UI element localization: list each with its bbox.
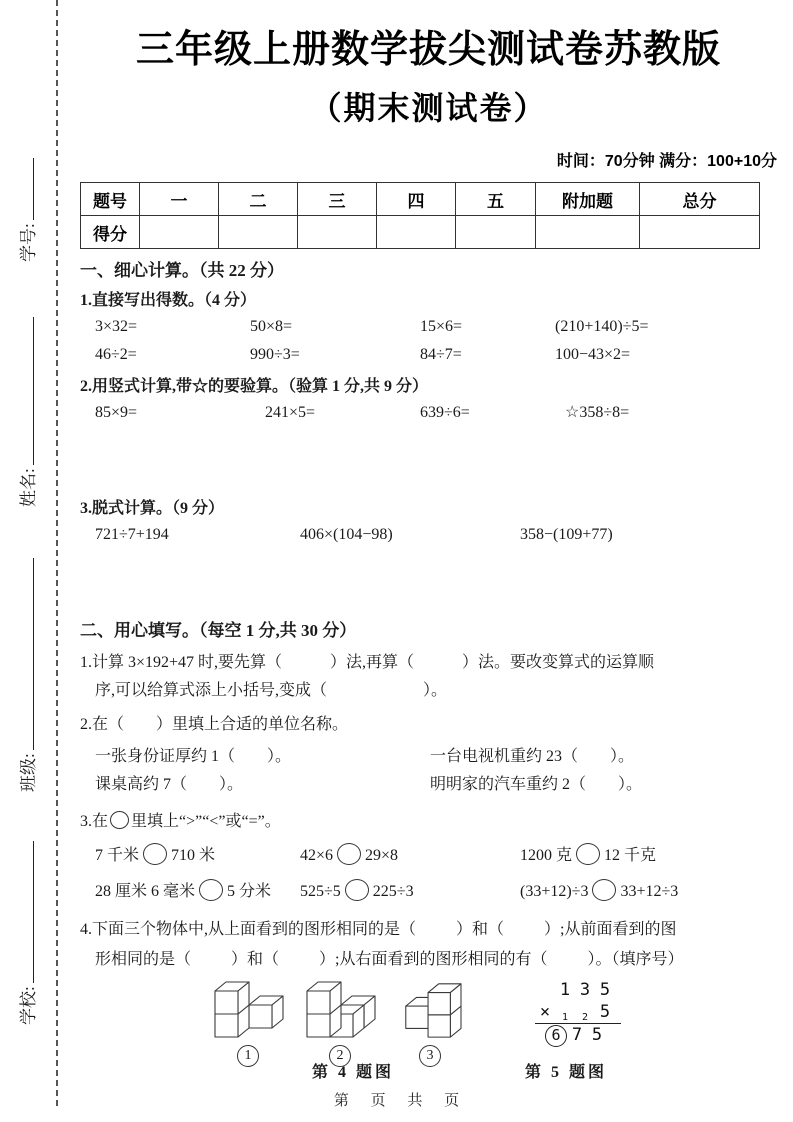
compare-right: 5 分米 xyxy=(227,883,272,900)
class-write-line xyxy=(16,558,34,750)
compare-circle-icon xyxy=(337,843,361,865)
cube-figure-2 xyxy=(300,979,380,1067)
s2-q2-label: 2.在（ ）里填上合适的单位名称。 xyxy=(80,716,349,733)
score-cell-empty xyxy=(456,216,536,249)
s1-q2-row xyxy=(80,399,777,427)
score-header-cell: 题号 xyxy=(81,183,140,216)
score-row-label: 得分 xyxy=(81,216,140,249)
cube-figure-3-drawing xyxy=(394,979,466,1041)
compare-left: 42×6 xyxy=(300,847,334,864)
margin-label-student-id xyxy=(16,158,40,262)
compare-right: 225÷3 xyxy=(372,883,414,900)
cube-figure-1-drawing xyxy=(209,979,287,1041)
compare-circle-icon xyxy=(199,879,223,901)
school-write-line xyxy=(16,841,34,983)
figure-caption-q4: 第 4 题图 xyxy=(311,1064,394,1081)
fill-item: 一张身份证厚约 1（ ）。 xyxy=(95,748,292,765)
carry-digit: 2 xyxy=(581,1012,589,1023)
compare-right: 12 千克 xyxy=(604,847,657,864)
working-space xyxy=(80,427,777,491)
compare-left: 7 千米 xyxy=(95,847,140,864)
s1-q3-row xyxy=(80,521,777,549)
expression: 50×8= xyxy=(250,318,293,335)
expression: 358−(109+77) xyxy=(520,526,613,543)
footer-page-label: 第 页 共 页 xyxy=(333,1093,460,1109)
score-header-cell: 三 xyxy=(298,183,377,216)
digit: 1 xyxy=(559,980,571,1000)
score-table-header-row xyxy=(81,183,760,216)
cube-figure-1 xyxy=(208,979,288,1067)
score-header-cell: 五 xyxy=(456,183,536,216)
expression: 84÷7= xyxy=(420,346,462,363)
score-cell-empty xyxy=(219,216,298,249)
multiply-sign: × xyxy=(539,1002,551,1022)
compare-item xyxy=(95,839,300,873)
student-id-write-line xyxy=(16,158,34,220)
circled-result-digit: 6 xyxy=(545,1025,567,1047)
mult-row-multiplier xyxy=(535,1001,621,1024)
cube-figure-2-drawing xyxy=(301,979,379,1041)
score-header-cell: 总分 xyxy=(640,183,760,216)
compare-circle-icon xyxy=(110,811,129,829)
compare-item xyxy=(520,839,656,873)
s2-q2-row1 xyxy=(80,743,777,771)
score-table xyxy=(80,182,760,249)
expression: 639÷6= xyxy=(420,404,470,421)
student-id-label: 学号: xyxy=(19,223,38,262)
cube-figure-3 xyxy=(390,979,470,1067)
compare-circle-icon xyxy=(592,879,616,901)
compare-right: 710 米 xyxy=(171,847,216,864)
compare-item xyxy=(95,875,300,909)
s2-q3-row1 xyxy=(80,839,777,873)
working-space xyxy=(80,549,777,609)
exam-content xyxy=(80,0,777,1087)
expression: 46÷2= xyxy=(95,346,137,363)
score-cell-empty xyxy=(140,216,219,249)
s2-q4-line1: 4.下面三个物体中,从上面看到的图形相同的是（ ）和（ ）;从前面看到的图 xyxy=(80,921,677,938)
s1-q2-label: 2.用竖式计算,带☆的要验算。（验算 1 分,共 9 分） xyxy=(80,378,429,395)
name-write-line xyxy=(16,317,34,465)
digit: 5 xyxy=(599,980,611,1000)
score-header-cell: 附加题 xyxy=(536,183,640,216)
fold-dashed-line xyxy=(56,0,58,1106)
fill-item: 课桌高约 7（ ）。 xyxy=(95,776,244,793)
compare-circle-icon xyxy=(143,843,167,865)
s2-q3-row2 xyxy=(80,875,777,909)
circled-number-badge: 2 xyxy=(329,1045,351,1067)
score-header-cell: 一 xyxy=(140,183,219,216)
score-cell-empty xyxy=(640,216,760,249)
score-cell-empty xyxy=(298,216,377,249)
compare-right: 29×8 xyxy=(365,847,399,864)
section-1-heading: 一、细心计算。（共 22 分） xyxy=(80,261,284,280)
compare-left: (33+12)÷3 xyxy=(520,883,589,900)
multiplication-figure xyxy=(535,979,621,1046)
margin-label-school xyxy=(16,841,40,1025)
s1-q1-row1 xyxy=(80,313,777,341)
compare-left: 1200 克 xyxy=(520,847,573,864)
s2-q1-line1: 1.计算 3×192+47 时,要先算（ ）法,再算（ ）法。要改变算式的运算顺 xyxy=(80,654,655,671)
expression: 100−43×2= xyxy=(555,346,631,363)
s1-q1-row2 xyxy=(80,341,777,369)
s2-q3-label-suffix: 里填上“>”“<”或“=”。 xyxy=(131,813,281,830)
carry-digit: 1 xyxy=(561,1012,569,1023)
margin-label-class xyxy=(16,558,40,792)
score-table-score-row xyxy=(81,216,760,249)
compare-item xyxy=(300,839,520,873)
compare-circle-icon xyxy=(345,879,369,901)
circled-number-badge: 3 xyxy=(419,1045,441,1067)
score-header-cell: 四 xyxy=(377,183,456,216)
school-label: 学校: xyxy=(19,986,38,1025)
compare-right: 33+12÷3 xyxy=(620,883,679,900)
s2-q1-line2: 序,可以给算式添上小括号,变成（ ）。 xyxy=(95,682,448,699)
expression: 85×9= xyxy=(95,404,138,421)
digit: 5 xyxy=(599,1002,611,1022)
class-label: 班级: xyxy=(19,753,38,792)
fill-item: 明明家的汽车重约 2（ ）。 xyxy=(430,776,643,793)
circled-number-badge: 1 xyxy=(237,1045,259,1067)
score-header-cell: 二 xyxy=(219,183,298,216)
expression: 241×5= xyxy=(265,404,316,421)
score-cell-empty xyxy=(377,216,456,249)
star-expression: ☆358÷8= xyxy=(565,404,630,421)
digit: 5 xyxy=(591,1025,603,1045)
compare-circle-icon xyxy=(576,843,600,865)
page-title: 三年级上册数学拔尖测试卷苏教版 xyxy=(135,29,721,71)
compare-item xyxy=(300,875,520,909)
expression: (210+140)÷5= xyxy=(555,318,649,335)
digit: 3 xyxy=(579,980,591,1000)
mult-row-multiplicand xyxy=(535,979,621,1001)
name-label: 姓名: xyxy=(19,468,38,507)
exam-info: 时间：70分钟 满分：100+10分 xyxy=(556,153,777,170)
expression: 990÷3= xyxy=(250,346,300,363)
expression: 3×32= xyxy=(95,318,138,335)
compare-item xyxy=(520,875,678,909)
s2-q4-line2: 形相同的是（ ）和（ ）;从右面看到的图形相同的有（ ）。（填序号） xyxy=(95,951,684,968)
page-subtitle: （期末测试卷） xyxy=(309,90,548,126)
figures-row xyxy=(80,979,777,1087)
section-2-heading: 二、用心填写。（每空 1 分,共 30 分） xyxy=(80,621,357,640)
expression: 15×6= xyxy=(420,318,463,335)
s2-q3-label-prefix: 3.在 xyxy=(80,813,109,830)
s2-q3-label xyxy=(80,807,777,837)
figure-caption-q5: 第 5 题图 xyxy=(524,1064,607,1081)
s1-q3-label: 3.脱式计算。（9 分） xyxy=(80,500,225,517)
score-cell-empty xyxy=(536,216,640,249)
digit: 7 xyxy=(571,1025,583,1045)
compare-left: 28 厘米 6 毫米 xyxy=(95,883,196,900)
expression: 406×(104−98) xyxy=(300,526,393,543)
compare-left: 525÷5 xyxy=(300,883,341,900)
margin-label-name xyxy=(16,317,40,507)
s1-q1-label: 1.直接写出得数。（4 分） xyxy=(80,292,257,309)
s2-q2-row2 xyxy=(80,771,777,799)
expression: 721÷7+194 xyxy=(95,526,169,543)
fill-item: 一台电视机重约 23（ ）。 xyxy=(430,748,635,765)
